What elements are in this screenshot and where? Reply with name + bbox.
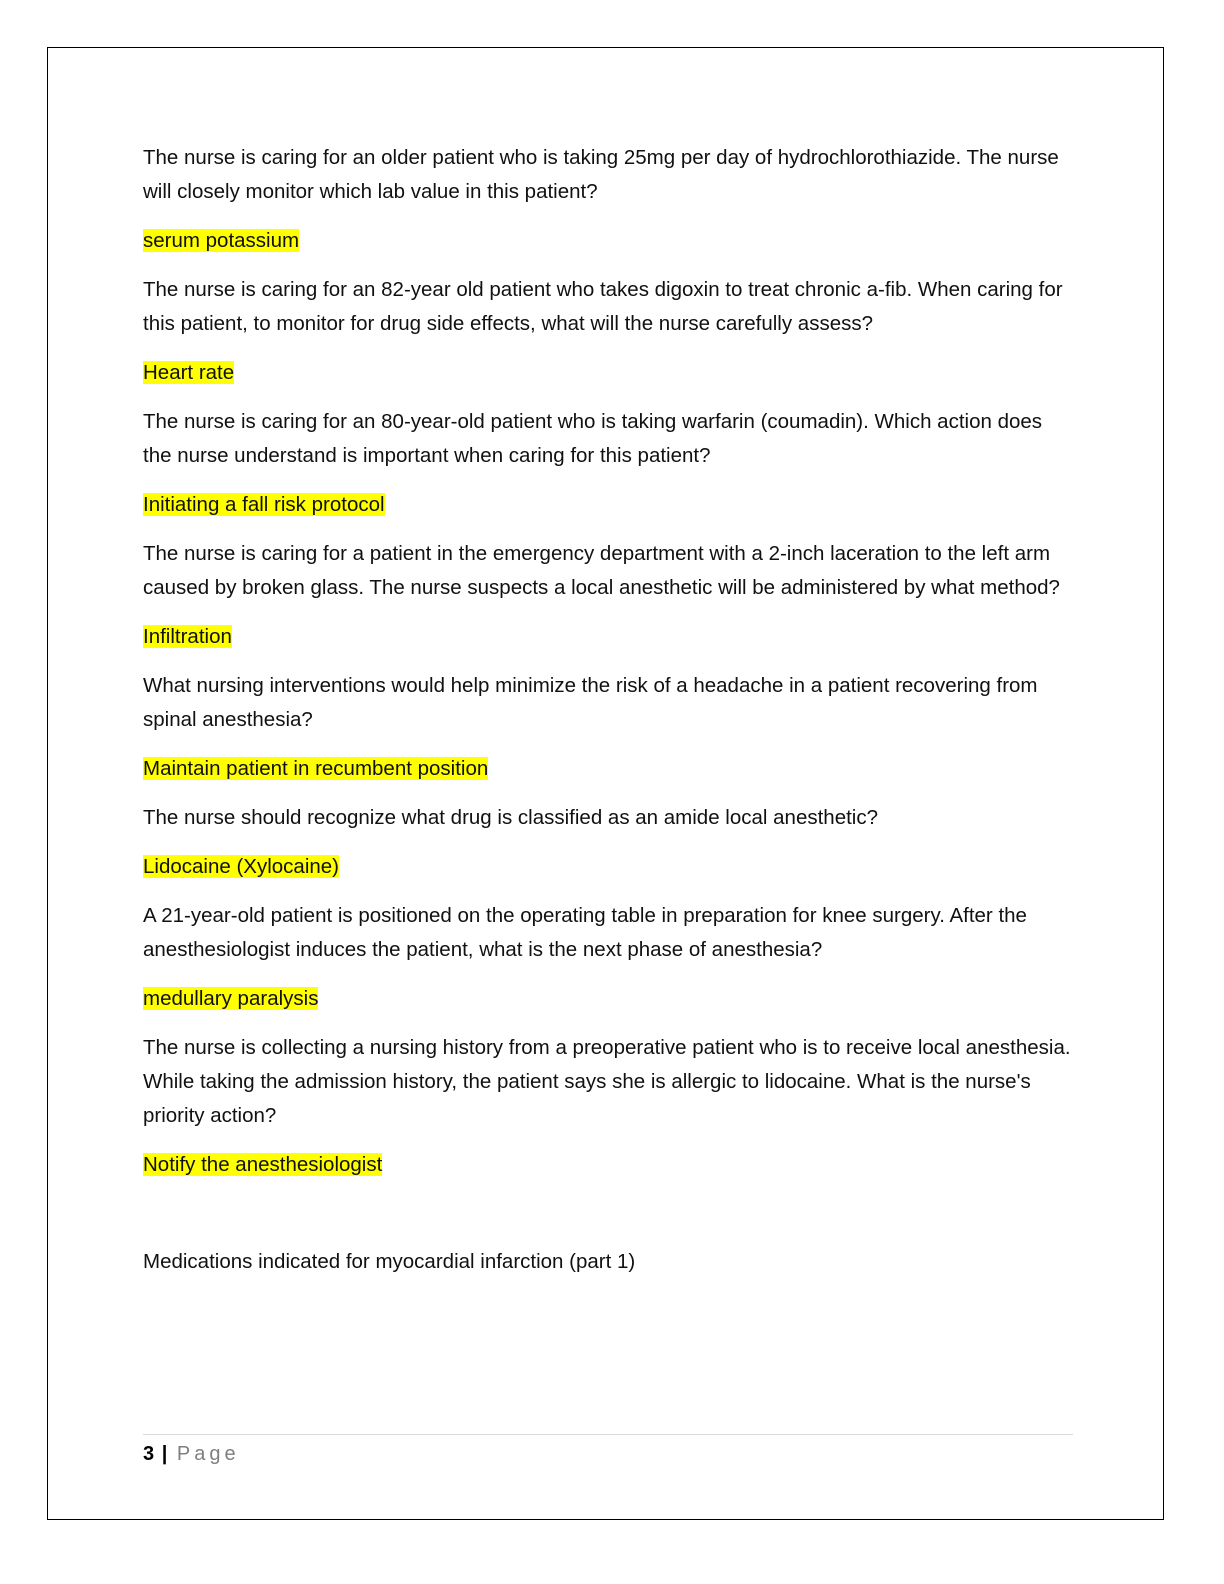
answer-highlight: Infiltration [143, 625, 232, 648]
question-text: A 21-year-old patient is positioned on the operating table in preparation for knee surgery. After the anesthesiologist induces the patient, what is the next phase of anesthesia? [143, 904, 1027, 961]
section-heading: Medications indicated for myocardial infarction (part 1) [143, 1250, 636, 1273]
answer-highlight: Maintain patient in recumbent position [143, 757, 489, 780]
answer-text [143, 356, 1073, 390]
footer-separator: | [161, 1443, 168, 1465]
answer-highlight: Heart rate [143, 361, 235, 384]
question-text: The nurse is caring for an older patient who is taking 25mg per day of hydrochlorothiazide. The nurse will closely monitor which lab value in this patient? [143, 146, 1059, 203]
question-text: The nurse is caring for an 80-year-old patient who is taking warfarin (coumadin). Which action does the nurse understand is important when caring for this patient? [143, 410, 1043, 467]
page-number: 3 [143, 1443, 155, 1465]
question-text: The nurse should recognize what drug is classified as an amide local anesthetic? [143, 806, 878, 829]
answer-text [143, 752, 1073, 786]
question-text: The nurse is caring for an 82-year old patient who takes digoxin to treat chronic a-fib. When caring for this patient, to monitor for drug side effects, what will the nurse carefully assess? [143, 278, 1063, 335]
answer-highlight: serum potassium [143, 229, 300, 252]
answer-text [143, 982, 1073, 1016]
answer-text [143, 850, 1073, 884]
document-body [143, 141, 1073, 1279]
answer-text [143, 1148, 1073, 1182]
answer-highlight: Lidocaine (Xylocaine) [143, 855, 340, 878]
question-text: What nursing interventions would help minimize the risk of a headache in a patient recovering from spinal anesthesia? [143, 674, 1038, 731]
answer-text [143, 488, 1073, 522]
answer-highlight: Notify the anesthesiologist [143, 1153, 383, 1176]
answer-highlight: medullary paralysis [143, 987, 319, 1010]
footer-divider [143, 1434, 1073, 1435]
question-text: The nurse is caring for a patient in the emergency department with a 2-inch laceration to the left arm caused by broken glass. The nurse suspects a local anesthetic will be administered by what method? [143, 542, 1060, 599]
question-text: The nurse is collecting a nursing history from a preoperative patient who is to receive local anesthesia. While taking the admission history, the patient says she is allergic to lidocaine. What is the nurse's priority action? [143, 1036, 1071, 1127]
answer-highlight: Initiating a fall risk protocol [143, 493, 385, 516]
answer-text [143, 620, 1073, 654]
page-footer [143, 1439, 240, 1469]
page-label: Page [176, 1443, 240, 1465]
answer-text [143, 224, 1073, 258]
